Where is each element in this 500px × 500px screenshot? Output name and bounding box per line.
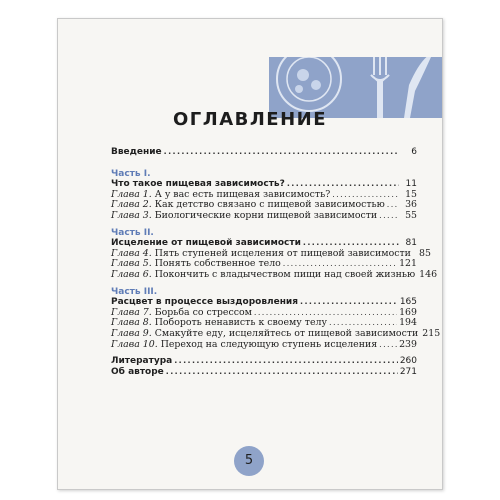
toc-row-page: 169 (399, 306, 417, 318)
chapter-number: Глава 2. (111, 199, 152, 211)
chapter-title: Переход на следующую ступень исцеления (160, 338, 378, 350)
toc-row-page: 81 (405, 238, 417, 249)
toc-row-page: 6 (411, 147, 417, 157)
toc-row-chapter-10 (111, 340, 417, 351)
chapter-title: Покончить с владычеством пищи над своей жизнью (154, 268, 416, 280)
toc-row-page: 15 (405, 188, 417, 200)
part-label-1: Часть I. (111, 168, 151, 179)
toc-row-page: 215 (422, 327, 441, 339)
toc-row-label: Исцеление от пищевой зависимости (111, 238, 301, 249)
dot-leader (387, 200, 399, 211)
chapter-title: А у вас есть пищевая зависимость? (154, 188, 331, 200)
toc-row-page: 271 (399, 366, 417, 377)
toc-row-page: 36 (405, 199, 417, 211)
dot-leader (166, 367, 398, 378)
book-page (57, 18, 443, 490)
toc-row-page: 55 (405, 209, 417, 221)
toc-row-literature (111, 356, 417, 367)
dot-leader (379, 211, 399, 222)
toc-row-page: 239 (399, 338, 417, 350)
toc-row-intro (111, 147, 417, 158)
dot-leader (164, 147, 399, 158)
chapter-title: Биологические корни пищевой зависимости (154, 209, 378, 221)
dot-leader (174, 356, 398, 367)
toc-row-page: 260 (399, 356, 417, 367)
chapter-number: Глава 8. (111, 317, 152, 329)
chapter-title: Как детство связано с пищевой зависимостью (154, 199, 385, 211)
chapter-title: Борьба со стрессом (154, 306, 252, 318)
toc-row-label: Об авторе (111, 366, 164, 377)
chapter-number: Глава 6. (111, 268, 152, 280)
toc-row-chapter-3 (111, 211, 417, 222)
toc-row-page: 85 (418, 247, 431, 259)
chapter-number: Глава 3. (111, 209, 152, 221)
toc-row-page: 11 (405, 179, 417, 190)
chapter-title: Смакуйте еду, исцеляйтесь от пищевой зависимости (154, 327, 419, 339)
part-label-2: Часть II. (111, 227, 154, 238)
chapter-number: Глава 5. (111, 258, 152, 270)
toc-row-label: Что такое пищевая зависимость? (111, 179, 285, 190)
table-of-contents (111, 147, 441, 377)
toc-row-label: Расцвет в процессе выздоровления (111, 297, 299, 308)
chapter-number: Глава 1. (111, 188, 152, 200)
chapter-number: Глава 9. (111, 327, 152, 339)
chapter-number: Глава 7. (111, 306, 152, 318)
toc-row-page: 146 (419, 268, 438, 280)
toc-row-page: 194 (399, 317, 417, 329)
page-number-badge: 5 (234, 446, 264, 476)
toc-row-label: Литература (111, 356, 173, 367)
toc-row-page: 165 (399, 297, 417, 308)
toc-row-label: Введение (111, 147, 162, 157)
toc-row-about-author (111, 367, 417, 378)
chapter-number: Глава 4. (111, 247, 152, 259)
toc-row-page: 121 (399, 258, 417, 270)
chapter-title: Пять ступеней исцеления от пищевой зависимости (154, 247, 411, 259)
chapter-number: Глава 10. (111, 338, 158, 350)
toc-row-chapter-6 (111, 268, 438, 281)
dot-leader (300, 297, 398, 308)
chapter-title: Понять собственное тело (154, 258, 281, 270)
part-label-3: Часть III. (111, 286, 158, 297)
page-title: ОГЛАВЛЕНИЕ (172, 109, 328, 130)
dot-leader (379, 340, 397, 351)
chapter-title: Побороть ненависть к своему телу (154, 317, 327, 329)
